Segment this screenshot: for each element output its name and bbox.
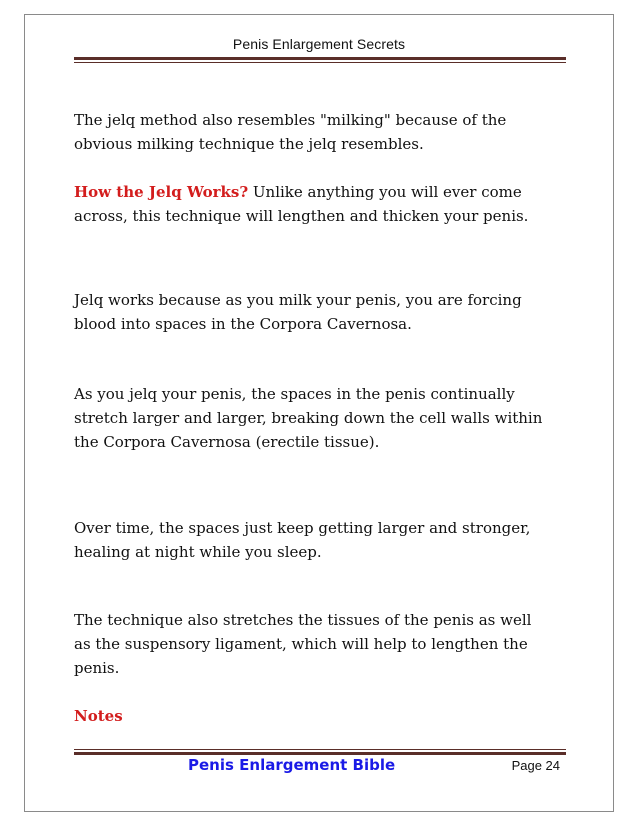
footer-rule-thick <box>74 752 566 755</box>
notes-heading: Notes <box>74 707 123 725</box>
header-rule-thick <box>74 57 566 60</box>
heading-how-jelq-works: How the Jelq Works? <box>74 183 249 201</box>
header-title: Penis Enlargement Secrets <box>232 36 406 52</box>
paragraph-technique-stretches: The technique also stretches the tissues of the penis as well as the suspensory ligament, which will help to lengthen the penis. <box>74 611 532 677</box>
paragraph-over-time: Over time, the spaces just keep getting larger and stronger, healing at night while you sleep. <box>74 519 531 561</box>
paragraph-how-jelq-works <box>74 180 544 228</box>
footer-book-title: Penis Enlargement Bible <box>188 756 396 774</box>
paragraph-as-you-jelq: As you jelq your penis, the spaces in the penis continually stretch larger and larger, breaking down the cell walls within the Corpora Cavernosa (erectile tissue). <box>74 385 543 451</box>
footer-rule-thin <box>74 749 566 750</box>
header-rule-thin <box>74 62 566 63</box>
paragraph-jelq-works-because: Jelq works because as you milk your penis, you are forcing blood into spaces in the Corpora Cavernosa. <box>74 291 522 333</box>
paragraph-how-jelq-works-text: Unlike anything you will ever come across, this technique will lengthen and thicken your penis. <box>74 183 529 225</box>
paragraph-milking: The jelq method also resembles "milking" because of the obvious milking technique the jelq resembles. <box>74 111 507 153</box>
footer-page-number: Page 24 <box>511 758 560 773</box>
